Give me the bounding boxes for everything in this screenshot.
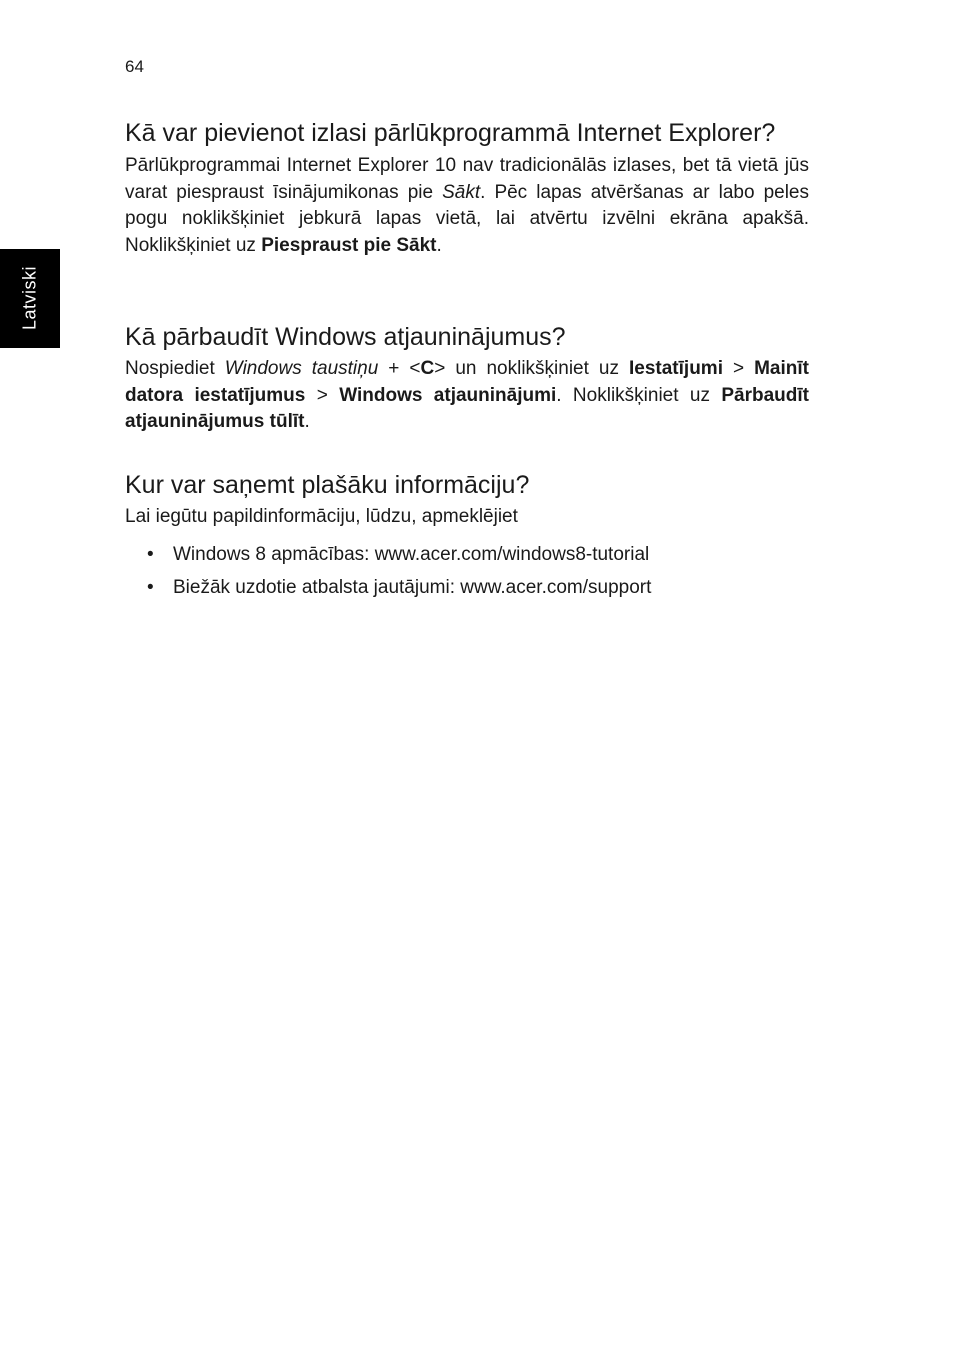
section-updates: [125, 322, 809, 436]
bullet-icon: •: [147, 576, 154, 598]
change-pc-settings-term: Mainīt datora iestatījumus: [125, 358, 809, 406]
section-paragraph-updates: [125, 356, 809, 436]
favorites-text-1: Pārlūkprogrammai Internet Explorer 10 nav tradicionālās izlases, bet tā vietā jūs varat piespraust īsinājumikonas pie: [125, 155, 809, 203]
windows-update-term: Windows atjauninājumi: [339, 384, 557, 406]
page-number: 64: [125, 57, 144, 76]
section-paragraph-favorites: [125, 153, 809, 259]
settings-term: Iestatījumi: [629, 358, 723, 379]
list-item-text: Biežāk uzdotie atbalsta jautājumi: www.acer.com/support: [173, 576, 652, 598]
pin-to-start-term: Piespraust pie Sākt: [261, 234, 437, 256]
language-side-tab: [0, 249, 60, 348]
bullet-icon: •: [147, 543, 154, 565]
section-heading-favorites: Kā var pievienot izlasi pārlūkprogrammā Internet Explorer?: [125, 119, 776, 147]
section-favorites: [125, 118, 809, 259]
list-item-text: Windows 8 apmācības: www.acer.com/windows8-tutorial: [173, 543, 650, 565]
list-item: [125, 541, 809, 568]
updates-sep-1: >: [722, 358, 755, 379]
section-more-info: [125, 470, 809, 607]
language-side-tab-label: Latviski: [19, 265, 40, 331]
check-now-term: Pārbaudīt atjauninājumus tūlīt: [125, 384, 809, 432]
start-term: Sākt: [442, 181, 481, 203]
updates-sep-2: >: [305, 384, 340, 406]
section-intro-more-info: Lai iegūtu papildinformāciju, lūdzu, apmeklējiet: [125, 506, 518, 527]
favorites-end: .: [436, 234, 442, 256]
updates-text-4: . Noklikšķiniet uz: [556, 384, 722, 406]
updates-text-2: + <: [378, 358, 421, 379]
info-link-list: [125, 541, 809, 601]
windows-key-term: Windows taustiņu: [224, 358, 379, 379]
list-item: [125, 574, 809, 601]
section-heading-updates: Kā pārbaudīt Windows atjauninājumus?: [125, 323, 566, 351]
updates-end: .: [304, 411, 310, 432]
c-key-term: C: [420, 358, 435, 379]
section-heading-more-info: Kur var saņemt plašāku informāciju?: [125, 471, 530, 499]
favorites-text-2: . Pēc lapas atvēršanas ar labo peles pogu noklikšķiniet jebkurā lapas vietā, lai atvērtu izvēlni ekrāna apakšā. Noklikšķiniet uz: [125, 181, 809, 256]
updates-text-3: > un noklikšķiniet uz: [434, 358, 629, 379]
updates-text-1: Nospiediet: [125, 358, 225, 379]
